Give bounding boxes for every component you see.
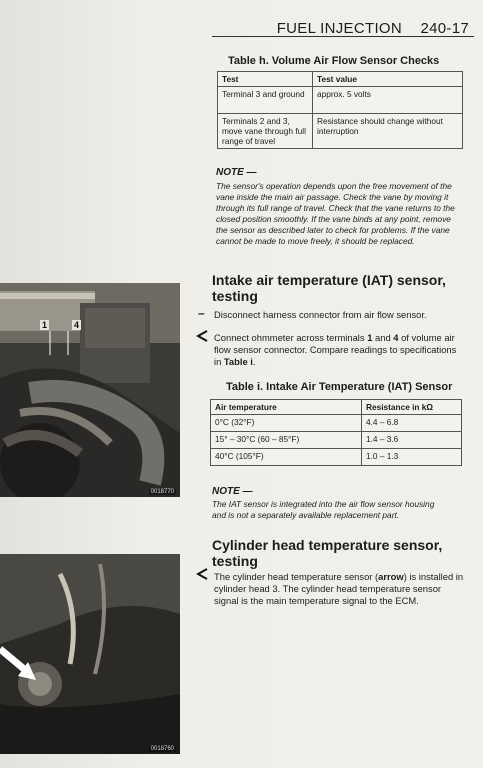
- iat-step-2-end: .: [252, 356, 256, 367]
- cht-heading: Cylinder head temperature sensor, testing: [212, 537, 443, 569]
- table-cell: 40°C (105°F): [211, 449, 362, 466]
- header-rule: [212, 36, 474, 37]
- iat-step-2-mid: and: [372, 332, 394, 343]
- table-cell: 15° – 30°C (60 – 85°F): [211, 432, 362, 449]
- page-number: 240-17: [420, 20, 469, 37]
- table-i-title: Table i. Intake Air Temperature (IAT) Sensor: [226, 381, 453, 393]
- table-i-reference: Table i: [223, 356, 253, 367]
- note-1-title: NOTE —: [216, 167, 257, 178]
- table-cell: Terminals 2 and 3, move vane through full range of travel: [218, 114, 313, 149]
- note-2-text: The IAT sensor is integrated into the air flow sensor housing and is not a separately available replacement part.: [212, 499, 435, 520]
- arrow-reference: arrow: [378, 571, 404, 582]
- iat-step-2: [214, 332, 464, 368]
- table-h-col-value: Test value: [313, 72, 463, 87]
- table-i-col-resistance: Resistance in kΩ: [362, 400, 462, 415]
- table-cell: Resistance should change without interruption: [313, 114, 463, 149]
- photo-id-top: 0018770: [150, 489, 174, 495]
- table-h: [217, 71, 463, 149]
- cylinder-head-sensor-image: [0, 554, 180, 754]
- table-h-col-test: Test: [218, 72, 313, 87]
- photo-id-bottom: 0018760: [150, 746, 174, 752]
- terminal-4: 4: [393, 332, 399, 343]
- table-row: [218, 114, 463, 149]
- terminal-1: 1: [367, 332, 373, 343]
- photo-cylinder-head-sensor: [0, 554, 180, 754]
- table-cell: 1.0 – 1.3: [362, 449, 462, 466]
- table-h-title: Table h. Volume Air Flow Sensor Checks: [228, 55, 440, 67]
- table-row: [211, 415, 462, 432]
- table-cell: approx. 5 volts: [313, 87, 463, 114]
- table-i: [210, 399, 462, 466]
- table-cell: Terminal 3 and ground: [218, 87, 313, 114]
- bleed-through-text: [118, 50, 208, 150]
- cht-text-pre: The cylinder head temperature sensor (: [214, 571, 379, 582]
- iat-step-2-pre: Connect ohmmeter across terminals: [214, 332, 368, 343]
- table-row: [211, 449, 462, 466]
- note-1-text: The sensor's operation depends upon the free movement of the vane inside the main air passage. Check the vane by moving it through its full range of travel. Check that the vane returns to the closed position smoothly. If the vane binds at any point, remove the sensor as described later to check for problems. If the vane cannot be made to move freely, it should be replaced.: [216, 181, 455, 246]
- iat-heading: Intake air temperature (IAT) sensor, testing: [212, 272, 446, 304]
- step-arrow-icon: [196, 330, 208, 342]
- table-cell: 4.4 – 6.8: [362, 415, 462, 432]
- note-2-title: NOTE —: [212, 486, 253, 497]
- cht-text: [214, 571, 464, 607]
- table-row: [211, 432, 462, 449]
- cht-text-post: ) is installed in cylinder head 3. The cylinder head temperature sensor signal is the main temperature signal to the ECM.: [214, 571, 464, 606]
- table-i-col-temp: Air temperature: [211, 400, 362, 415]
- iat-step-1: Disconnect harness connector from air flow sensor.: [214, 309, 427, 320]
- table-cell: 0°C (32°F): [211, 415, 362, 432]
- iat-step-2-post: of volume air flow sensor connector. Compare readings to specifications in: [214, 332, 457, 367]
- step-dash: –: [198, 306, 205, 320]
- terminal-label-4: 4: [74, 320, 80, 330]
- table-row: [218, 87, 463, 114]
- section-title: FUEL INJECTION: [276, 20, 403, 37]
- step-arrow-icon: [196, 568, 208, 580]
- table-cell: 1.4 – 3.6: [362, 432, 462, 449]
- photo-air-flow-sensor: [0, 283, 180, 497]
- air-flow-sensor-image: [0, 283, 180, 497]
- page-header: [277, 20, 469, 37]
- terminal-label-1: 1: [42, 320, 48, 330]
